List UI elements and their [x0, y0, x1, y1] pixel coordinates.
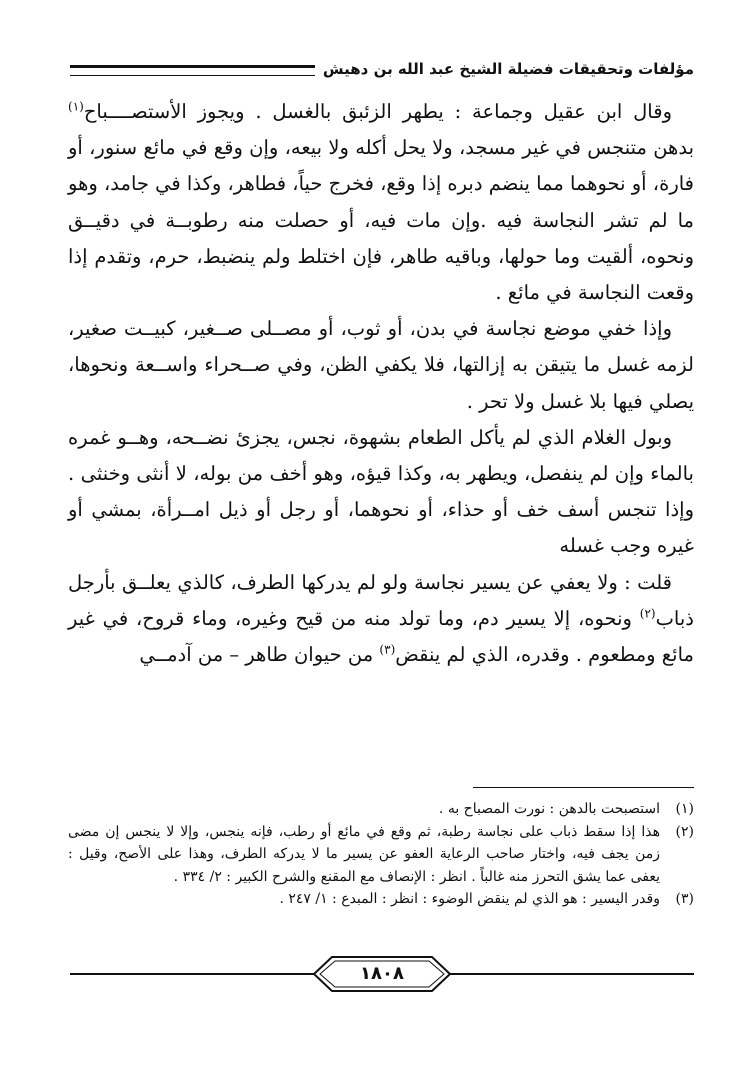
main-text	[68, 94, 694, 673]
paragraph-1-text-a: وقال ابن عقيل وجماعة : يطهر الزئبق بالغسل . ويجوز الأستصــــباح	[83, 100, 672, 123]
paragraph-3: وبول الغلام الذي لم يأكل الطعام بشهوة، نجس، يجزئ نضــحه، وهــو غمره بالماء وإن لم ينفصل، ويطهر به، وكذا قيؤه، وهو أخف من بوله، لا أنثى وخنثى . وإذا تنجس أسف خف أو حذاء، أو نحوهما، أو رجل أو ذيل امــرأة، بمشي أو غيره وجب غسله	[68, 425, 694, 558]
footnote-separator	[473, 787, 694, 788]
page-number-ornament	[70, 955, 694, 993]
footnote-text: هذا إذا سقط ذباب على نجاسة رطبة، ثم وقع في مائع أو رطب، فإنه ينجس، وإلا لا ينجس إن مضى زمن يجف فيه، واختار صاحب الرعاية العفو عن يسير ما لا يدركه الطرف، وهذا على الأصح، وقيل : يعفى عما يشق التحرز منه غالباً . انظر : الإنصاف مع المقنع والشرح الكبير : ٢/ ٣٣٤ .	[68, 823, 660, 885]
footnote-number: (١)	[675, 801, 694, 817]
paragraph-1	[68, 94, 694, 311]
page-number: ١٨٠٨	[360, 963, 404, 984]
header-title: مؤلفات وتحقيقات فضيلة الشيخ عبد الله بن دهيش	[322, 60, 694, 78]
paragraph-4	[68, 565, 694, 674]
footnote-text: وقدر اليسير : هو الذي لم ينقض الوضوء : انظر : المبدع : ١/ ٢٤٧ .	[279, 891, 660, 907]
footnote-ref-2: (٢)	[639, 606, 656, 621]
footnote-ref-3: (٣)	[379, 642, 396, 657]
paragraph-4-text-c: من حيوان طاهر – من آدمــي	[139, 643, 380, 667]
footnote-ref-1: (١)	[68, 99, 84, 114]
footnote-number: (٢)	[675, 823, 694, 840]
paragraph-4-text-a: قلت : ولا يعفي عن يسير نجاسة ولو لم يدركها الطرف، كالذي يعلــق بأرجل ذباب	[68, 570, 694, 630]
footnote-text: استصبحت بالدهن : نورت المصباح به .	[438, 801, 660, 817]
running-header	[70, 58, 694, 80]
footnote-2	[68, 821, 694, 889]
footnote-number: (٣)	[675, 891, 694, 907]
footnote-1	[68, 798, 694, 821]
paragraph-1-text-b: بدهن متنجس في غير مسجد، ولا يحل أكله ولا بيعه، وإن وقع في مائع سنور، أو فارة، أو نحوهما مما ينضم دبره إذا وقع، فخرج حياً، فطاهر، وكذا في جامد، وهو ما لم تشر النجاسة فيه .وإن مات فيه، أو حصلت منه رطوبــة في دقيــق ونحوه، ألقيت وما حولها، وباقيه طاهر، فإن اختلط ولم ينضبط، حرم، وتقدم إذا وقعت النجاسة في مائع .	[68, 136, 694, 305]
footnote-3	[68, 888, 694, 911]
paragraph-4-text-b: ونحوه، إلا يسير دم، وما تولد منه من قيح وغيره، وماء قروح، في غير مائع ومطعوم . وقدره، الذي لم ينقض	[68, 606, 694, 667]
footnotes	[68, 798, 694, 911]
paragraph-2: وإذا خفي موضع نجاسة في بدن، أو ثوب، أو مصــلى صــغير، كبيــت صغير، لزمه غسل ما يتيقن به إزالتها، فلا يكفي الظن، وفي صــحراء واســعة ونحوها، يصلي فيها بلا غسل ولا تحر .	[68, 317, 694, 413]
header-rule	[70, 65, 315, 76]
